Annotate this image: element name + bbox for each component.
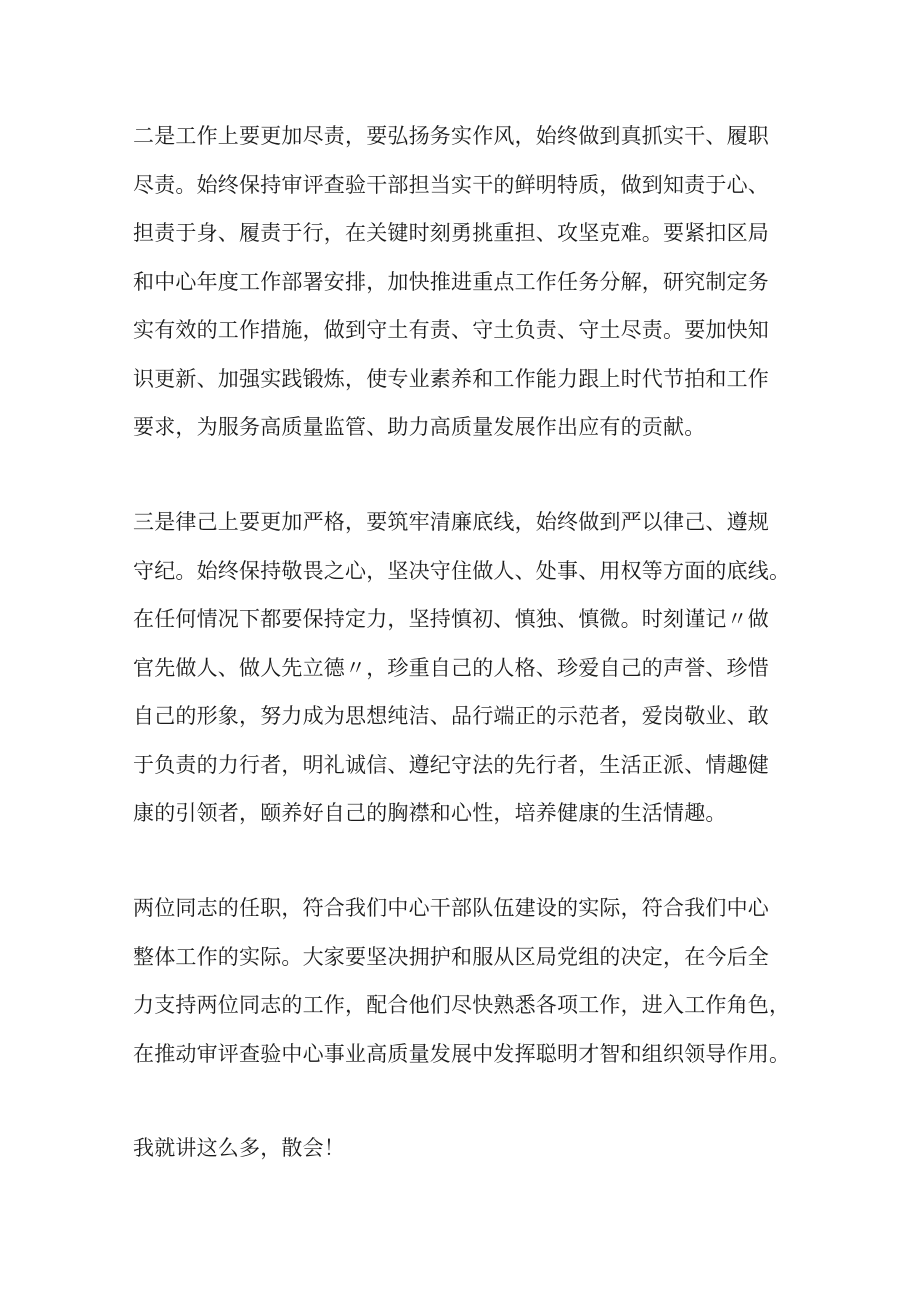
text-line: 整体工作的实际。大家要坚决拥护和服从区局党组的决定，在今后全 [133, 944, 769, 969]
text-line: 自己的形象，努力成为思想纯洁、品行端正的示范者，爱岗敬业、敢 [133, 704, 769, 728]
text-line: 康的引领者，颐养好自己的胸襟和心性，培养健康的生活情趣。 [133, 801, 727, 825]
paragraph-self-discipline [133, 498, 813, 838]
text-line: 两位同志的任职，符合我们中心干部队伍建设的实际，符合我们中心 [133, 896, 769, 920]
text-line: 力支持两位同志的工作，配合他们尽快熟悉各项工作，进入工作角色， [133, 993, 791, 1017]
text-line: 要求，为服务高质量监管、助力高质量发展作出应有的贡献。 [133, 415, 706, 439]
text-line: 和中心年度工作部署安排，加快推进重点工作任务分解，研究制定务 [133, 269, 769, 294]
text-line: 尽责。始终保持审评查验干部担当实干的鲜明特质，做到知责于心、 [133, 172, 769, 197]
text-line: 在任何情况下都要保持定力，坚持慎初、慎独、慎微。时刻谨记〃做 [133, 607, 769, 631]
text-line: 于负责的力行者，明礼诚信、遵纪守法的先行者，生活正派、情趣健 [133, 752, 769, 777]
text-line: 守纪。始终保持敬畏之心，坚决守住做人、处事、用权等方面的底线。 [133, 558, 791, 583]
paragraph-work-responsibility [133, 112, 813, 452]
text-line: 三是律己上要更加严格，要筑牢清廉底线，始终做到严以律己、遵规 [133, 510, 769, 534]
text-line: 在推动审评查验中心事业高质量发展中发挥聪明才智和组织领导作用。 [133, 1041, 791, 1066]
text-line: 二是工作上要更加尽责，要弘扬务实作风，始终做到真抓实干、履职 [133, 124, 769, 148]
paragraph-appointment-support [133, 884, 813, 1078]
paragraph-closing [133, 1124, 813, 1173]
text-line: 官先做人、做人先立德〃，珍重自己的人格、珍爱自己的声誉、珍惜 [133, 655, 769, 680]
text-line: 担责于身、履责于行，在关键时刻勇挑重担、攻坚克难。要紧扣区局 [133, 221, 769, 245]
text-line: 识更新、加强实践锻炼，使专业素养和工作能力跟上时代节拍和工作 [133, 366, 769, 391]
text-line: 实有效的工作措施，做到守土有责、守土负责、守土尽责。要加快知 [133, 318, 769, 342]
text-line: 我就讲这么多，散会！ [133, 1136, 345, 1160]
